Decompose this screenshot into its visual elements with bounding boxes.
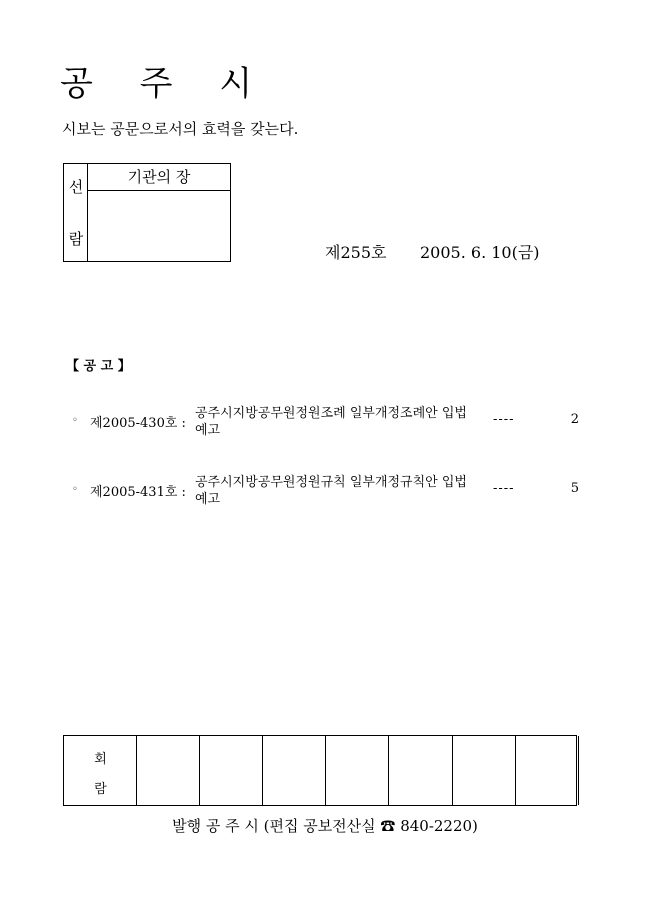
- entry-page: 2: [570, 412, 579, 427]
- signature-cell: [516, 736, 579, 805]
- signature-cell: [137, 736, 200, 805]
- acknowledgement-label-top: 회: [94, 752, 107, 767]
- issue-date: 2005. 6. 10(금): [420, 243, 540, 262]
- acknowledgement-table: [63, 735, 577, 806]
- signature-cell: [263, 736, 326, 805]
- page-title: 공 주 시: [60, 64, 271, 104]
- entry-leader: ----: [493, 412, 515, 427]
- entry-title: 공주시지방공무원정원조례 일부개정조례안 입법예고: [195, 406, 467, 438]
- entry-number: 제2005-431호 :: [90, 485, 186, 500]
- publisher-footer: 발행 공 주 시 (편집 공보전산실 ☎ 840-2220): [172, 817, 478, 835]
- acknowledgement-label: [64, 736, 137, 805]
- circulation-side-top: 선: [68, 178, 84, 196]
- page-subtitle: 시보는 공문으로서의 효력을 갖는다.: [62, 120, 299, 138]
- signature-cell: [453, 736, 516, 805]
- entry-title: 공주시지방공무원정원규칙 일부개정규칙안 입법예고: [195, 475, 467, 507]
- signature-cell: [389, 736, 453, 805]
- signature-cell: [326, 736, 389, 805]
- signature-cell: [200, 736, 263, 805]
- bullet-icon: ◦: [72, 415, 78, 426]
- entry-leader: ----: [493, 481, 515, 496]
- list-item: [72, 475, 584, 518]
- circulation-box: [63, 163, 231, 262]
- circulation-header: 기관의 장: [88, 164, 230, 191]
- bullet-icon: ◦: [72, 484, 78, 495]
- circulation-side-label: [64, 164, 88, 261]
- list-item: [72, 406, 584, 449]
- entry-number: 제2005-430호 :: [90, 416, 186, 431]
- section-heading: 【 공 고 】: [66, 359, 131, 374]
- entry-page: 5: [570, 481, 579, 496]
- circulation-side-bottom: 람: [68, 230, 84, 248]
- acknowledgement-label-bottom: 람: [94, 782, 107, 797]
- issue-number: 제255호: [325, 243, 387, 262]
